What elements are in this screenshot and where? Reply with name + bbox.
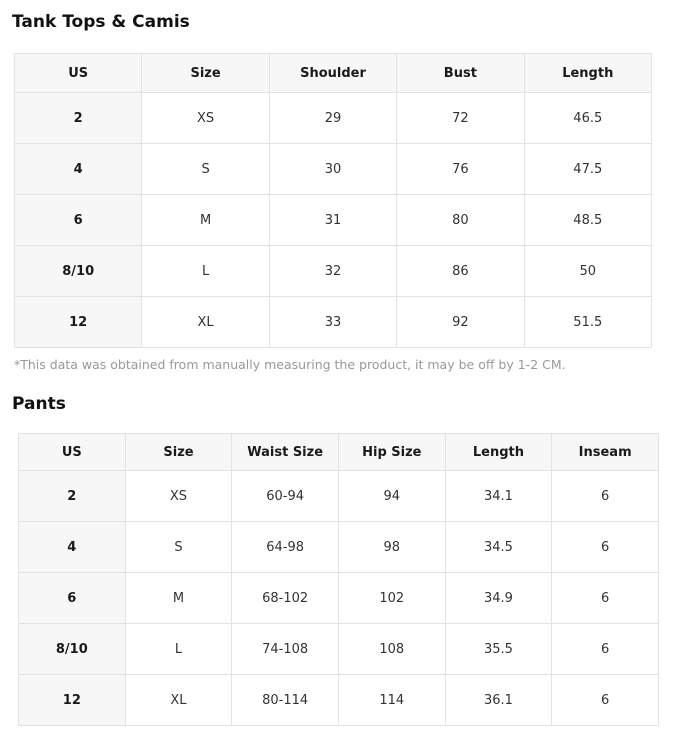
table-cell: 60-94 — [232, 471, 339, 522]
table-cell: 2 — [19, 471, 126, 522]
column-header: Hip Size — [338, 434, 445, 471]
table-cell: 86 — [397, 246, 524, 297]
table-cell: 6 — [15, 195, 142, 246]
table-cell: L — [125, 624, 232, 675]
table-row — [15, 93, 652, 144]
table-cell: 33 — [269, 297, 396, 348]
column-header: Length — [445, 434, 552, 471]
table-cell: M — [142, 195, 269, 246]
table-cell: 80 — [397, 195, 524, 246]
table-cell: L — [142, 246, 269, 297]
column-header: Bust — [397, 54, 524, 93]
table-cell: 8/10 — [19, 624, 126, 675]
table-cell: 30 — [269, 144, 396, 195]
table-cell: 8/10 — [15, 246, 142, 297]
table-row — [19, 522, 659, 573]
table-cell: S — [142, 144, 269, 195]
table-cell: 34.5 — [445, 522, 552, 573]
table-cell: 29 — [269, 93, 396, 144]
table-cell: 46.5 — [524, 93, 651, 144]
table-cell: M — [125, 573, 232, 624]
table-row — [19, 471, 659, 522]
column-header: Size — [142, 54, 269, 93]
table-cell: 34.1 — [445, 471, 552, 522]
table-cell: XL — [142, 297, 269, 348]
table-row — [15, 246, 652, 297]
table-cell: 48.5 — [524, 195, 651, 246]
table-cell: 6 — [19, 573, 126, 624]
table-cell: XL — [125, 675, 232, 726]
table-row — [15, 297, 652, 348]
table-cell: 31 — [269, 195, 396, 246]
table-header-row — [19, 434, 659, 471]
column-header: Length — [524, 54, 651, 93]
table-cell: 34.9 — [445, 573, 552, 624]
table-cell: 50 — [524, 246, 651, 297]
table-cell: 6 — [552, 522, 659, 573]
table-cell: 92 — [397, 297, 524, 348]
table-cell: 98 — [338, 522, 445, 573]
column-header: US — [19, 434, 126, 471]
measurement-note: *This data was obtained from manually measuring the product, it may be off by 1-2 CM. — [14, 357, 566, 372]
table-cell: 68-102 — [232, 573, 339, 624]
table-cell: 114 — [338, 675, 445, 726]
table-cell: 102 — [338, 573, 445, 624]
table-cell: 6 — [552, 471, 659, 522]
table-cell: 4 — [19, 522, 126, 573]
table-cell: 12 — [15, 297, 142, 348]
pants-title: Pants — [12, 394, 66, 414]
table-header-row — [15, 54, 652, 93]
table-cell: 12 — [19, 675, 126, 726]
table-cell: 47.5 — [524, 144, 651, 195]
table-row — [19, 573, 659, 624]
table-cell: 6 — [552, 573, 659, 624]
table-cell: 51.5 — [524, 297, 651, 348]
table-cell: S — [125, 522, 232, 573]
table-cell: XS — [125, 471, 232, 522]
tank-size-table — [14, 53, 652, 348]
table-cell: 64-98 — [232, 522, 339, 573]
table-cell: 74-108 — [232, 624, 339, 675]
table-cell: 94 — [338, 471, 445, 522]
table-cell: 6 — [552, 624, 659, 675]
column-header: Size — [125, 434, 232, 471]
table-cell: 76 — [397, 144, 524, 195]
table-cell: 2 — [15, 93, 142, 144]
table-row — [19, 675, 659, 726]
column-header: US — [15, 54, 142, 93]
tank-tops-title: Tank Tops & Camis — [12, 12, 190, 32]
table-cell: 35.5 — [445, 624, 552, 675]
table-cell: 72 — [397, 93, 524, 144]
table-cell: 80-114 — [232, 675, 339, 726]
pants-size-table — [18, 433, 659, 726]
table-cell: 6 — [552, 675, 659, 726]
table-cell: 4 — [15, 144, 142, 195]
table-cell: 36.1 — [445, 675, 552, 726]
table-row — [15, 144, 652, 195]
column-header: Waist Size — [232, 434, 339, 471]
column-header: Shoulder — [269, 54, 396, 93]
column-header: Inseam — [552, 434, 659, 471]
table-row — [19, 624, 659, 675]
table-cell: XS — [142, 93, 269, 144]
table-row — [15, 195, 652, 246]
table-cell: 32 — [269, 246, 396, 297]
table-cell: 108 — [338, 624, 445, 675]
